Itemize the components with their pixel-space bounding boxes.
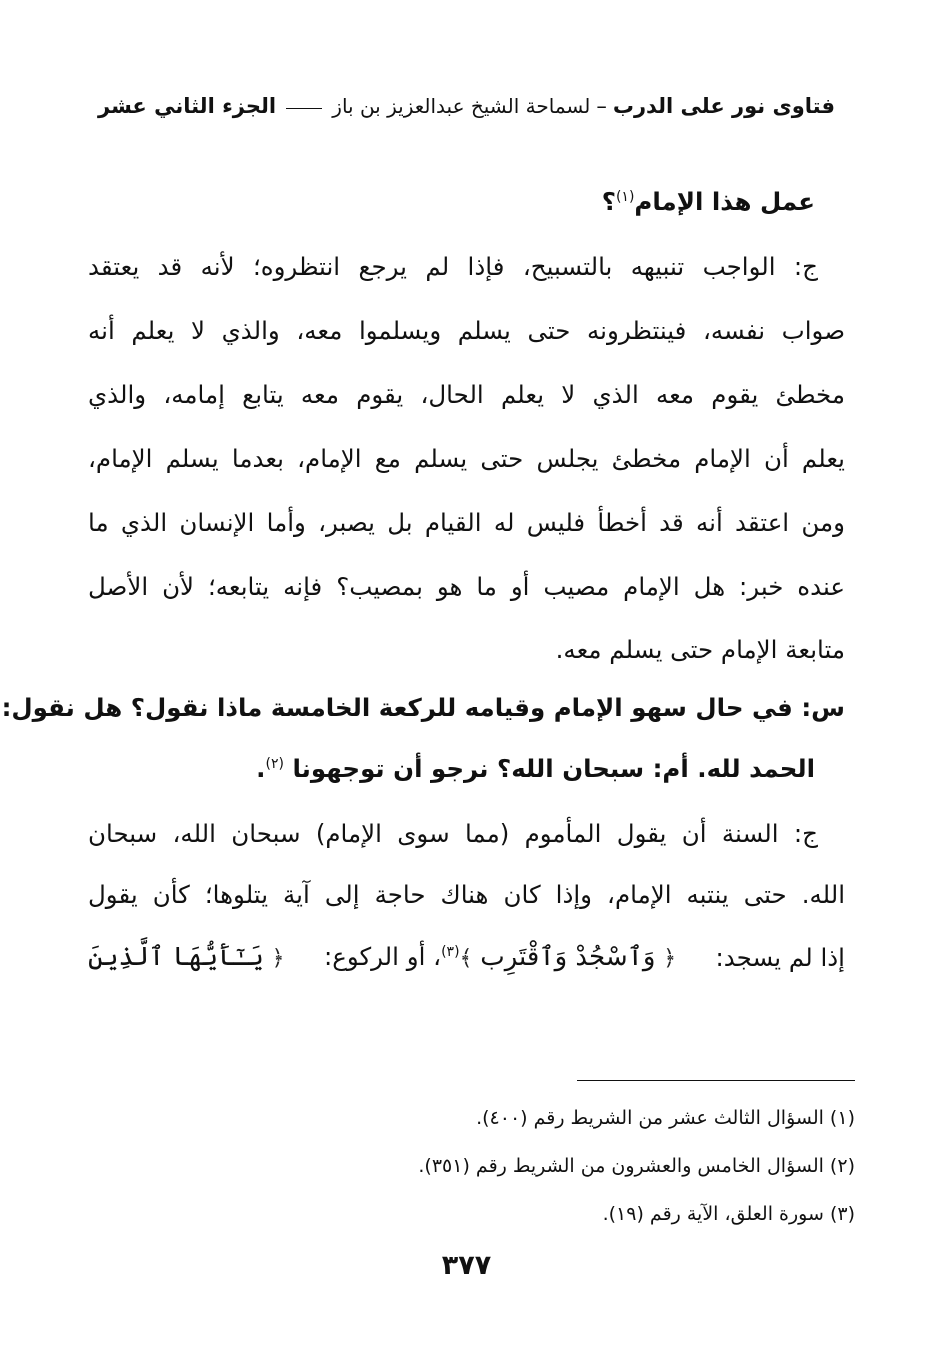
quran-verse-1: وَٱسْجُدْ وَٱقْتَرِب (480, 942, 656, 972)
header-rule (286, 108, 322, 109)
footnote-ref-3: (٣) (441, 943, 460, 960)
quran-bracket-open-icon: ﴿ (271, 946, 285, 971)
or-rukoo-text: ، أو الركوع: (323, 942, 442, 971)
footnote-1: (١) السؤال الثالث عشر من الشريط رقم (٤٠٠). (476, 1107, 855, 1129)
quran-verse-2: يَـٰٓأَيُّهَا ٱلَّذِينَ (88, 942, 264, 972)
answer-2-line-3 (88, 937, 845, 979)
answer-2-line-1: ج: السنة أن يقول المأموم (مما سوى الإمام) سبحان الله، سبحان (88, 819, 818, 848)
if-no-sujood-text: إذا لم يسجد: (715, 943, 845, 972)
question-1-text: عمل هذا الإمام (634, 187, 815, 216)
question-2-period: . (256, 754, 266, 783)
quran-bracket-open-icon: ﴿ (663, 946, 677, 971)
answer-1-line-1: ج: الواجب تنبيهه بالتسبيح، فإذا لم يرجع انتظروه؛ لأنه قد يعتقد (88, 252, 818, 281)
book-title: فتاوى نور على الدرب (612, 94, 835, 118)
running-header (98, 86, 835, 126)
footnote-ref-2: (٢) (265, 755, 284, 772)
answer-1-line-2: صواب نفسه، فينتظرونه حتى يسلم ويسلموا معه، والذي لا يعلم أنه (88, 316, 845, 345)
question-2-line-1: س: في حال سهو الإمام وقيامه للركعة الخامسة ماذا نقول؟ هل نقول: (1, 693, 845, 722)
verse-2-group (88, 937, 285, 979)
footnote-3: (٣) سورة العلق، الآية رقم (١٩). (602, 1203, 855, 1225)
question-1-tail (88, 182, 815, 222)
quran-bracket-close-icon: ﴾ (459, 946, 473, 971)
header-separator: – (596, 94, 607, 118)
footnote-2: (٢) السؤال الخامس والعشرون من الشريط رقم (٣٥١). (418, 1155, 855, 1177)
author-line: لسماحة الشيخ عبدالعزيز بن باز (332, 94, 591, 118)
part-title: الجزء الثاني عشر (98, 94, 277, 118)
answer-2-line-2: الله. حتى ينتبه الإمام، وإذا كان هناك حاجة إلى آية يتلوها؛ كأن يقول (88, 880, 845, 909)
answer-1-line-4: يعلم أن الإمام مخطئ يجلس حتى يسلم مع الإمام، بعدما يسلم الإمام، (88, 444, 845, 473)
page-number: ٣٧٧ (441, 1250, 492, 1281)
footnote-ref-1: (١) (615, 188, 635, 205)
answer-1-line-6: عنده خبر: هل الإمام مصيب أو ما هو بمصيب؟ فإنه يتابعه؛ لأن الأصل (88, 572, 845, 601)
question-mark: ؟ (601, 187, 616, 216)
question-2-text: الحمد لله. أم: سبحان الله؟ نرجو أن توجهونا (292, 754, 815, 783)
answer-1-line-5: ومن اعتقد أنه قد أخطأ فليس له القيام بل يصبر، وأما الإنسان الذي ما (88, 508, 845, 537)
question-2-line-2 (88, 749, 815, 789)
answer-1-last-line: متابعة الإمام حتى يسلم معه. (555, 635, 845, 664)
verse-1-group (324, 937, 676, 979)
footnote-divider (577, 1080, 855, 1081)
answer-1-line-3: مخطئ يقوم معه الذي لا يعلم الحال، يقوم معه يتابع إمامه، والذي (88, 380, 845, 409)
